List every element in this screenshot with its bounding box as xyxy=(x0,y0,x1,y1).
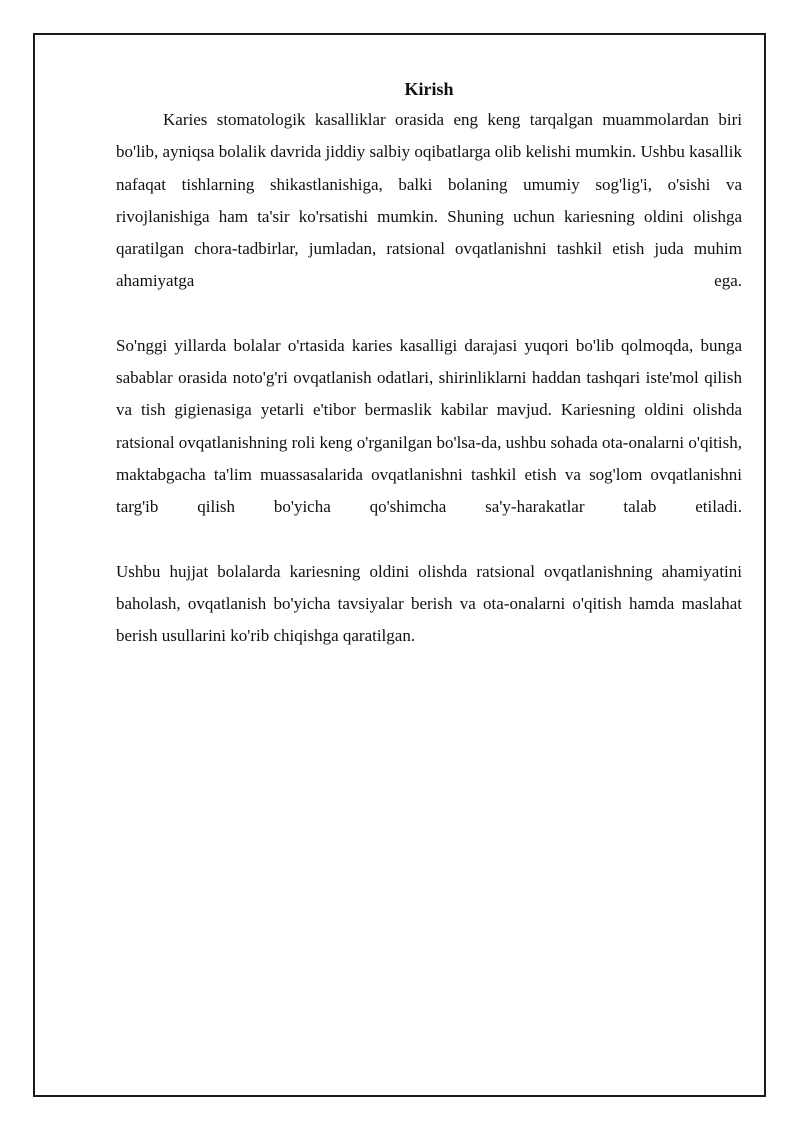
document-body xyxy=(116,76,742,652)
document-title: Kirish xyxy=(404,79,454,99)
paragraph-2: So'nggi yillarda bolalar o'rtasida karies kasalligi darajasi yuqori bo'lib qolmoqda, bunga sabablar orasida noto'g'ri ovqatlanish odatlari, shirinliklarni haddan tashqari iste'mol qilish va tish gigienasiga yetarli e'tibor bermaslik kabilar mavjud. Kariesning oldini olishda ratsional ovqatlanishning roli keng o'rganilgan bo'lsa-da, ushbu sohada ota-onalarni o'qitish, maktabgacha ta'lim muassasalarida ovqatlanishni tashkil etish va sog'lom ovqatlanishni targ'ib qilish bo'yicha qo'shimcha sa'y-harakatlar talab etiladi. xyxy=(116,335,742,517)
paragraph-spacer xyxy=(116,524,742,556)
paragraph-spacer xyxy=(116,298,742,330)
paragraph-1: Karies stomatologik kasalliklar orasida eng keng tarqalgan muammolardan biri bo'lib, ayniqsa bolalik davrida jiddiy salbiy oqibatlarga olib kelishi mumkin. Ushbu kasallik nafaqat tishlarning shikastlanishiga, balki bolaning umumiy sog'lig'i, o'sishi va rivojlanishiga ham ta'sir ko'rsatishi mumkin. Shuning uchun kariesning oldini olishga qaratilgan chora-tadbirlar, jumladan, ratsional ovqatlanishni tashkil etish juda muhim ahamiyatga ega. xyxy=(116,110,742,291)
paragraph-3: Ushbu hujjat bolalarda kariesning oldini olishda ratsional ovqatlanishning ahamiyatini baholash, ovqatlanish bo'yicha tavsiyalar berish va ota-onalarni o'qitish hamda maslahat berish usullarini ko'rib chiqishga qaratilgan. xyxy=(116,561,742,646)
